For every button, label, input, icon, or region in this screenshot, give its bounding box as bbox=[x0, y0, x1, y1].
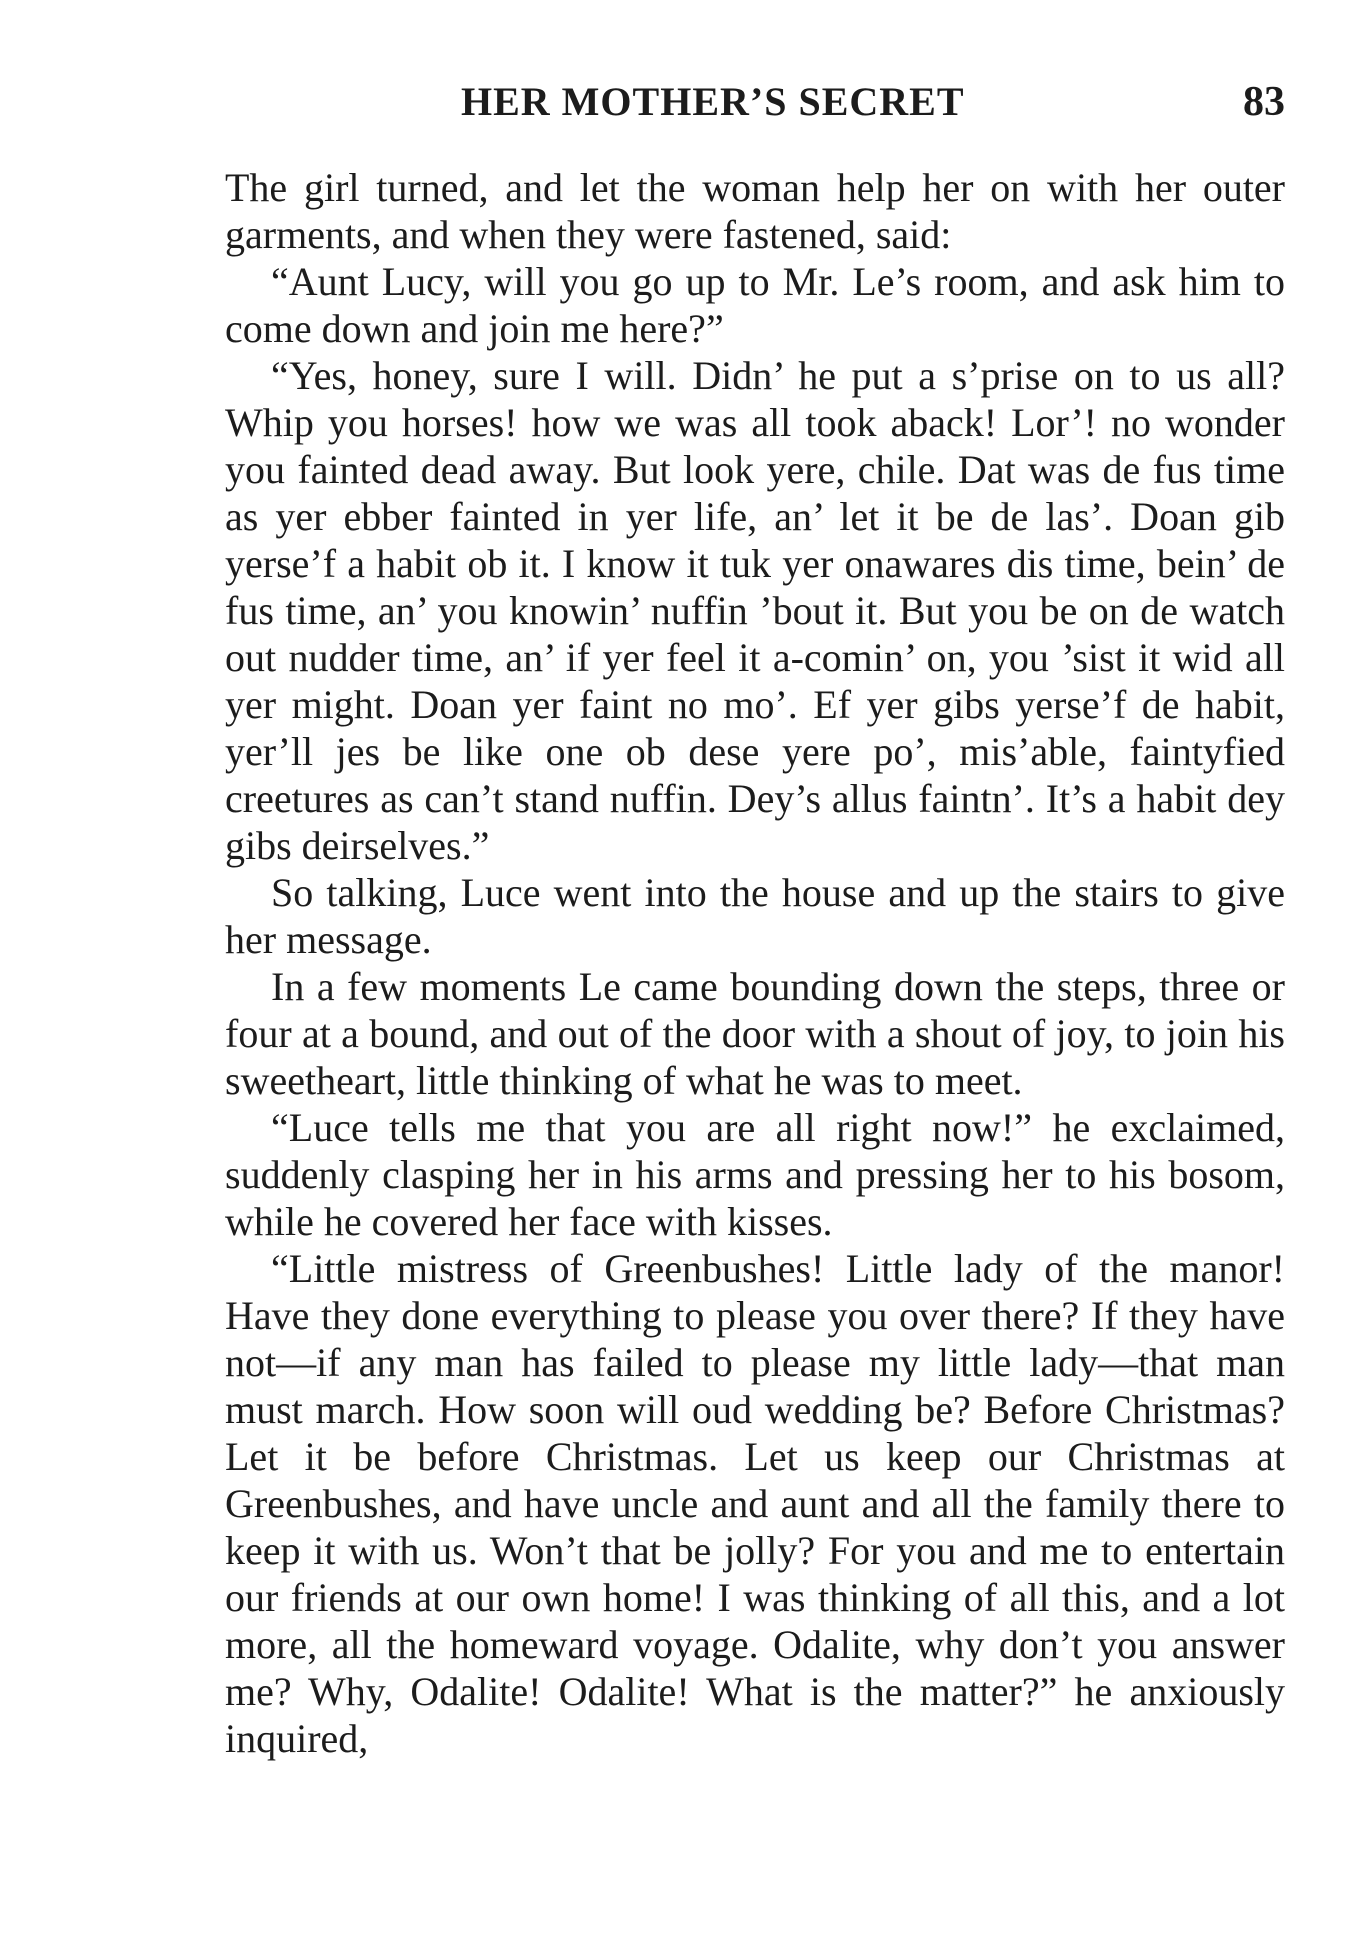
running-title: HER MOTHER’S SECRET bbox=[461, 79, 965, 124]
paragraph: The girl turned, and let the woman help her on with her outer garments, and when they were fastened, said: bbox=[225, 165, 1285, 257]
paragraph: In a few moments Le came bounding down the steps, three or four at a bound, and out of the door with a shout of joy, to join his sweetheart, little thinking of what he was to meet. bbox=[225, 964, 1285, 1103]
paragraph: So talking, Luce went into the house and up the stairs to give her message. bbox=[225, 870, 1285, 962]
body-text bbox=[225, 164, 1285, 1762]
running-head bbox=[225, 78, 1285, 128]
paragraph: “Luce tells me that you are all right now!” he exclaimed, suddenly clasping her in his arms and pressing her to his bosom, while he covered her face with kisses. bbox=[225, 1105, 1285, 1244]
paragraph: “Little mistress of Greenbushes! Little lady of the manor! Have they done everything to please you over there? If they have not—if any man has failed to please my little lady—that man must march. How soon will oud wedding be? Before Christmas? Let it be before Christmas. Let us keep our Christmas at Greenbushes, and have uncle and aunt and all the family there to keep it with us. Won’t that be jolly? For you and me to entertain our friends at our own home! I was thinking of all this, and a lot more, all the homeward voyage. Odalite, why don’t you answer me? Why, Odalite! Odalite! What is the matter?” he anxiously inquired, bbox=[225, 1246, 1285, 1761]
paragraph: “Aunt Lucy, will you go up to Mr. Le’s room, and ask him to come down and join me here?” bbox=[225, 259, 1285, 351]
paragraph: “Yes, honey, sure I will. Didn’ he put a s’prise on to us all? Whip you horses! how we was all took aback! Lor’! no wonder you fainted dead away. But look yere, chile. Dat was de fus time as yer ebber fainted in yer life, an’ let it be de las’. Doan gib yerse’f a habit ob it. I know it tuk yer onawares dis time, bein’ de fus time, an’ you knowin’ nuffin ’bout it. But you be on de watch out nudder time, an’ if yer feel it a-comin’ on, you ’sist it wid all yer might. Doan yer faint no mo’. Ef yer gibs yerse’f de habit, yer’ll jes be like one ob dese yere po’, mis’able, faintyfied creetures as can’t stand nuffin. Dey’s allus faintn’. It’s a habit dey gibs deirselves.” bbox=[225, 353, 1285, 868]
page-number: 83 bbox=[1243, 79, 1285, 125]
